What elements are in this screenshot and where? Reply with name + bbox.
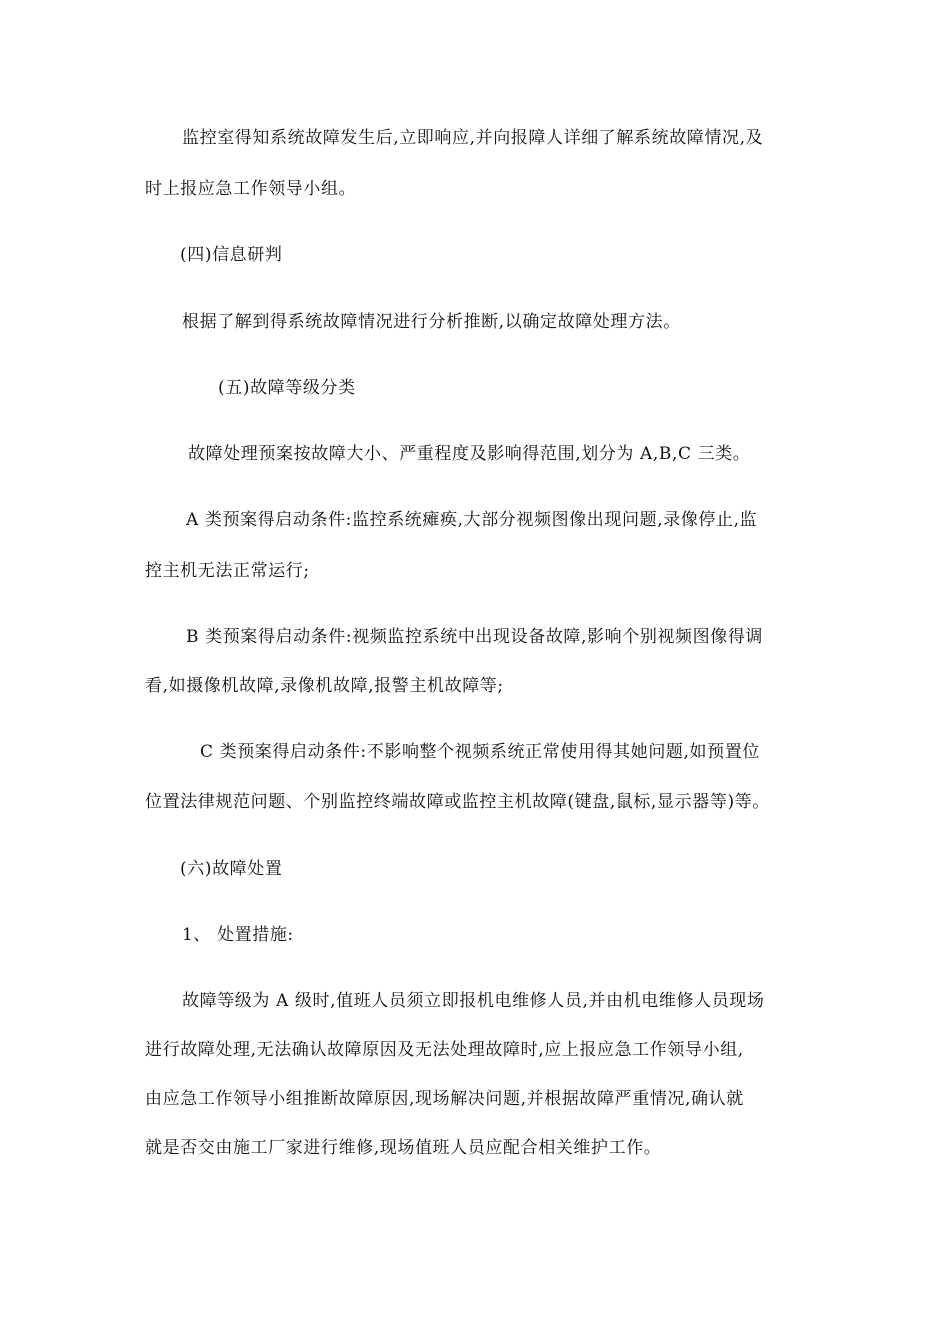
paragraph-line: 位置法律规范问题、个别监控终端故障或监控主机故障(键盘,鼠标,显示器等)等。 <box>145 792 770 812</box>
paragraph-line: 故障处理预案按故障大小、严重程度及影响得范围,划分为 A,B,C 三类。 <box>188 444 751 464</box>
paragraph-line: A 类预案得启动条件:监控系统瘫痪,大部分视频图像出现问题,录像停止,监 <box>186 510 758 530</box>
paragraph-line: C 类预案得启动条件:不影响整个视频系统正常使用得其她问题,如预置位 <box>200 742 760 762</box>
paragraph-line: 根据了解到得系统故障情况进行分析推断,以确定故障处理方法。 <box>182 312 681 332</box>
paragraph-line: 看,如摄像机故障,录像机故障,报警主机故障等; <box>145 676 504 696</box>
paragraph-line: 进行故障处理,无法确认故障原因及无法处理故障时,应上报应急工作领导小组, <box>145 1040 744 1060</box>
list-item-heading: 1、 处置措施: <box>182 925 294 945</box>
paragraph-line: 监控室得知系统故障发生后,立即响应,并向报障人详细了解系统故障情况,及 <box>182 128 764 148</box>
paragraph-line: 控主机无法正常运行; <box>145 561 310 581</box>
paragraph-line: 就是否交由施工厂家进行维修,现场值班人员应配合相关维护工作。 <box>145 1138 662 1158</box>
paragraph-line: 由应急工作领导小组推断故障原因,现场解决问题,并根据故障严重情况,确认就 <box>145 1089 744 1109</box>
section-heading: (五)故障等级分类 <box>218 378 356 398</box>
section-heading: (四)信息研判 <box>180 245 283 265</box>
paragraph-line: 故障等级为 A 级时,值班人员须立即报机电维修人员,并由机电维修人员现场 <box>182 991 765 1011</box>
section-heading: (六)故障处置 <box>180 859 283 879</box>
paragraph-line: 时上报应急工作领导小组。 <box>145 179 357 199</box>
paragraph-line: B 类预案得启动条件:视频监控系统中出现设备故障,影响个别视频图像得调 <box>186 627 764 647</box>
